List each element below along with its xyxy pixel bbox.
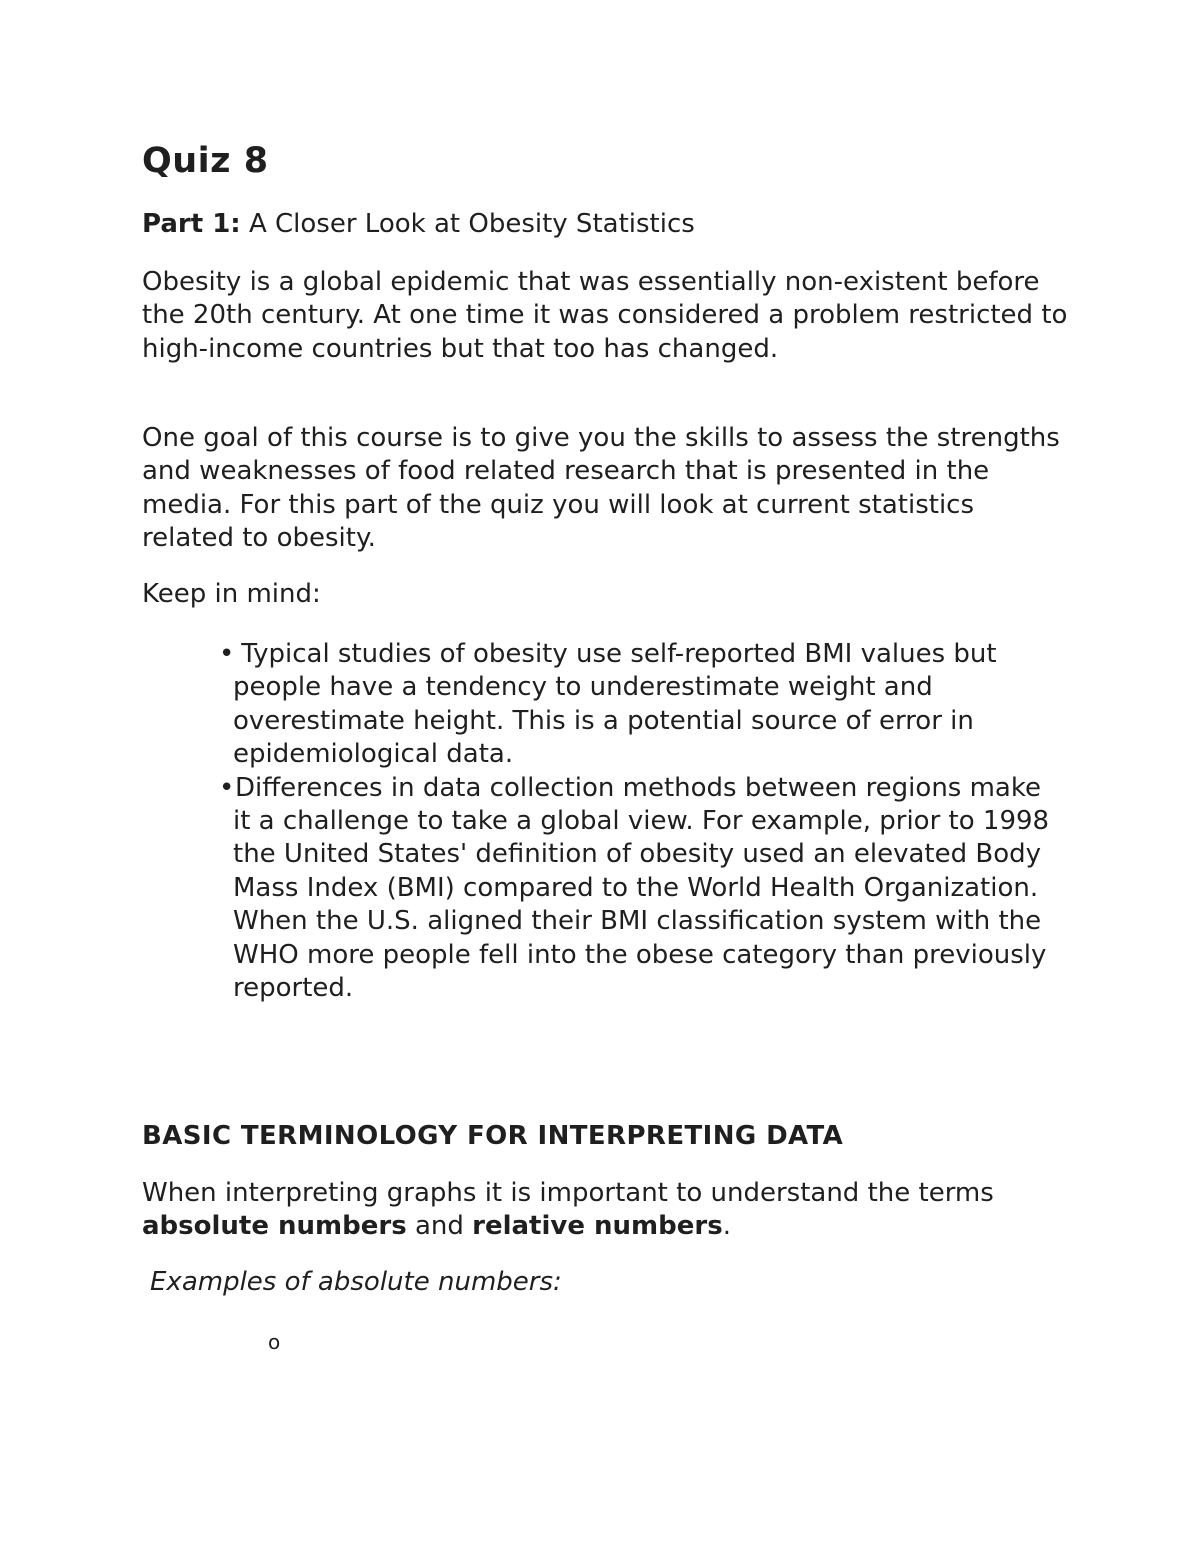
part1-title: A Closer Look at Obesity Statistics — [240, 209, 695, 239]
bullet-text: Typical studies of obesity use self-reported BMI values but people have a tendency to underestimate weight and overestimate height. This is a potential source of error in epidemiological data. — [233, 639, 997, 770]
keep-in-mind-label: Keep in mind: — [142, 579, 321, 609]
term-relative-numbers: relative numbers — [472, 1211, 723, 1242]
part1-heading — [142, 208, 1072, 241]
quiz-title: Quiz 8 — [142, 141, 269, 181]
intro-paragraph: Obesity is a global epidemic that was essentially non-existent before the 20th century. At one time it was considered a problem restricted to high-income countries but that too has changed. — [142, 267, 1068, 364]
interpreting-post: . — [722, 1211, 731, 1242]
list-item — [196, 638, 1056, 772]
examples-label: Examples of absolute numbers: — [150, 1267, 562, 1297]
course-goal-paragraph: One goal of this course is to give you the skills to assess the strengths and weaknesses of food related research that is presented in the media. For this part of the quiz you will look at current statistics related to obesity. — [142, 423, 1060, 554]
interpreting-pre: When interpreting graphs it is important to understand the terms — [142, 1178, 994, 1208]
keep-in-mind-list — [196, 638, 1056, 1005]
interpreting-paragraph — [142, 1177, 1072, 1244]
term-absolute-numbers: absolute numbers — [142, 1211, 407, 1242]
bullet-icon: • — [219, 772, 235, 803]
part1-label: Part 1: — [142, 209, 241, 239]
bullet-icon: • — [219, 639, 235, 669]
interpreting-mid: and — [406, 1211, 473, 1242]
list-item — [196, 772, 1056, 1006]
section-heading: BASIC TERMINOLOGY FOR INTERPRETING DATA — [142, 1121, 844, 1151]
hollow-bullet-icon: o — [268, 1330, 281, 1354]
bullet-text: Differences in data collection methods between regions make it a challenge to take a global view. For example, prior to 1998 the United States' definition of obesity used an elevated Body Mass Index (BMI) compared to the World Health Organization. When the U.S. aligned their BMI classification system with the WHO more people fell into the obese category than previously reported. — [233, 772, 1050, 1004]
